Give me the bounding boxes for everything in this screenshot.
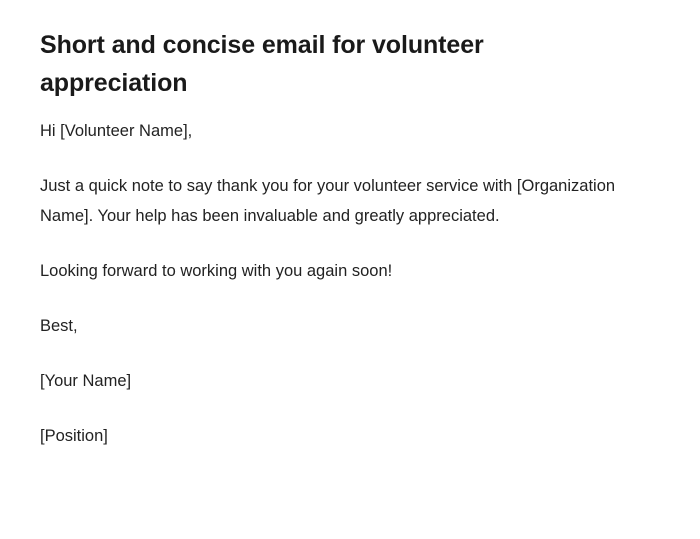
page-title: Short and concise email for volunteer appreciation [40, 31, 484, 97]
paragraph-sender-name: [Your Name] [40, 372, 132, 390]
paragraph-greeting: Hi [Volunteer Name], [40, 122, 193, 140]
paragraph-thanks: Just a quick note to say thank you for your volunteer service with [Organization Name]. Your help has been invaluable and greatly appreciated. [40, 177, 616, 225]
paragraph-closing-line: Looking forward to working with you again soon! [40, 262, 393, 280]
paragraph-signoff: Best, [40, 317, 78, 335]
document-body [40, 116, 660, 451]
paragraph-sender-position: [Position] [40, 427, 108, 445]
